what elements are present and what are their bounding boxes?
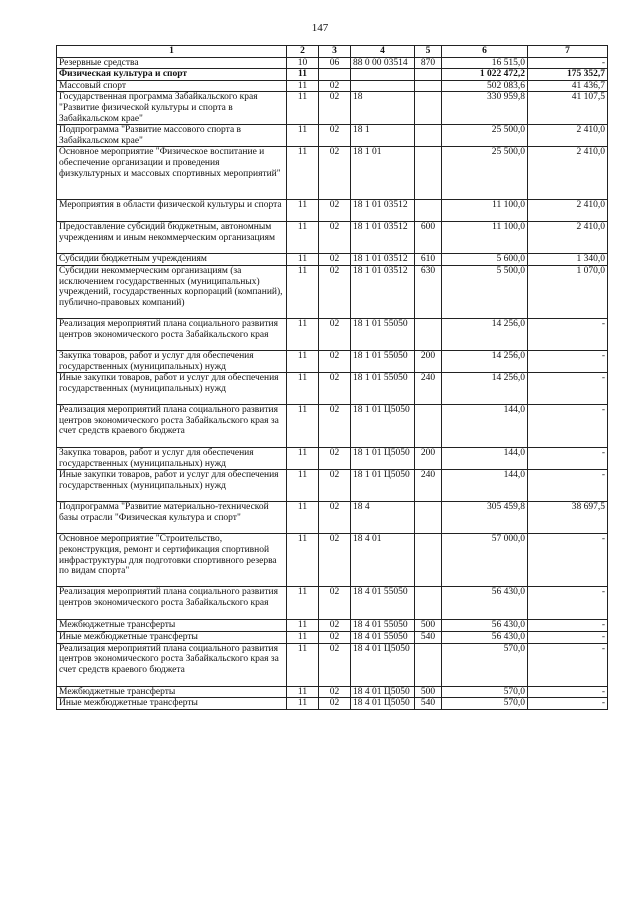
expense-type-cell: 630 — [415, 265, 442, 318]
row-name-cell: Межбюджетные трансферты — [57, 686, 287, 698]
amount-cell: - — [528, 470, 608, 502]
subsection-code-cell: 02 — [319, 92, 351, 125]
expense-type-cell: 540 — [415, 698, 442, 710]
target-article-cell: 18 1 01 Ц5050 — [351, 405, 415, 448]
amount-cell: 144,0 — [442, 448, 528, 470]
expense-type-cell: 200 — [415, 350, 442, 372]
row-name-cell: Государственная программа Забайкальского края "Развитие физической культуры и спорта в Забайкальском крае" — [57, 92, 287, 125]
header-cell: 3 — [319, 46, 351, 58]
budget-table — [56, 45, 608, 710]
amount-cell: 56 430,0 — [442, 587, 528, 620]
amount-cell: 2 410,0 — [528, 125, 608, 147]
amount-cell: - — [528, 534, 608, 587]
row-name-cell: Предоставление субсидий бюджетным, автономным учреждениям и иным некоммерческим организациям — [57, 222, 287, 254]
amount-cell: 14 256,0 — [442, 350, 528, 372]
expense-type-cell — [415, 200, 442, 222]
row-name-cell: Массовый спорт — [57, 80, 287, 92]
expense-type-cell — [415, 502, 442, 534]
amount-cell: 570,0 — [442, 686, 528, 698]
table-row — [57, 686, 608, 698]
subsection-code-cell: 02 — [319, 587, 351, 620]
amount-cell: 144,0 — [442, 470, 528, 502]
target-article-cell — [351, 80, 415, 92]
row-name-cell: Резервные средства — [57, 57, 287, 69]
expense-type-cell: 240 — [415, 470, 442, 502]
section-code-cell: 11 — [287, 200, 319, 222]
row-name-cell: Иные межбюджетные трансферты — [57, 698, 287, 710]
target-article-cell: 18 4 01 55050 — [351, 631, 415, 643]
amount-cell: 570,0 — [442, 698, 528, 710]
row-name-cell: Иные закупки товаров, работ и услуг для обеспечения государственных (муниципальных) нужд — [57, 470, 287, 502]
target-article-cell: 18 1 01 55050 — [351, 350, 415, 372]
subsection-code-cell: 02 — [319, 448, 351, 470]
subsection-code-cell: 02 — [319, 643, 351, 686]
amount-cell: 2 410,0 — [528, 147, 608, 200]
amount-cell: - — [528, 350, 608, 372]
table-row — [57, 265, 608, 318]
target-article-cell: 18 1 01 03512 — [351, 222, 415, 254]
target-article-cell: 18 4 01 — [351, 534, 415, 587]
header-cell: 4 — [351, 46, 415, 58]
amount-cell: - — [528, 620, 608, 632]
section-code-cell: 11 — [287, 318, 319, 350]
table-row — [57, 57, 608, 69]
subsection-code-cell: 02 — [319, 405, 351, 448]
header-cell: 2 — [287, 46, 319, 58]
subsection-code-cell: 06 — [319, 57, 351, 69]
target-article-cell: 18 4 01 Ц5050 — [351, 686, 415, 698]
section-code-cell: 10 — [287, 57, 319, 69]
amount-cell: 305 459,8 — [442, 502, 528, 534]
section-code-cell: 11 — [287, 587, 319, 620]
target-article-cell: 18 4 01 Ц5050 — [351, 643, 415, 686]
amount-cell: 2 410,0 — [528, 200, 608, 222]
table-row — [57, 80, 608, 92]
table-row — [57, 147, 608, 200]
table-row — [57, 373, 608, 405]
section-code-cell: 11 — [287, 405, 319, 448]
section-code-cell: 11 — [287, 502, 319, 534]
section-code-cell: 11 — [287, 698, 319, 710]
expense-type-cell: 540 — [415, 631, 442, 643]
target-article-cell: 18 1 01 Ц5050 — [351, 448, 415, 470]
header-cell: 6 — [442, 46, 528, 58]
expense-type-cell — [415, 147, 442, 200]
target-article-cell — [351, 69, 415, 81]
section-code-cell: 11 — [287, 470, 319, 502]
table-row — [57, 587, 608, 620]
section-code-cell: 11 — [287, 147, 319, 200]
table-row — [57, 620, 608, 632]
row-name-cell: Мероприятия в области физической культуры и спорта — [57, 200, 287, 222]
table-row — [57, 125, 608, 147]
amount-cell: 502 083,6 — [442, 80, 528, 92]
amount-cell: - — [528, 643, 608, 686]
target-article-cell: 18 — [351, 92, 415, 125]
target-article-cell: 18 1 01 03512 — [351, 254, 415, 266]
target-article-cell: 18 1 01 55050 — [351, 318, 415, 350]
amount-cell: - — [528, 631, 608, 643]
subsection-code-cell: 02 — [319, 534, 351, 587]
row-name-cell: Иные межбюджетные трансферты — [57, 631, 287, 643]
amount-cell: 1 022 472,2 — [442, 69, 528, 81]
amount-cell: - — [528, 373, 608, 405]
table-row — [57, 502, 608, 534]
table-row — [57, 534, 608, 587]
subsection-code-cell: 02 — [319, 254, 351, 266]
subsection-code-cell: 02 — [319, 470, 351, 502]
amount-cell: - — [528, 448, 608, 470]
table-row — [57, 631, 608, 643]
row-name-cell: Реализация мероприятий плана социального развития центров экономического роста Забайкальского края — [57, 587, 287, 620]
section-code-cell: 11 — [287, 125, 319, 147]
amount-cell: - — [528, 587, 608, 620]
expense-type-cell — [415, 587, 442, 620]
subsection-code-cell: 02 — [319, 502, 351, 534]
section-code-cell: 11 — [287, 265, 319, 318]
subsection-code-cell: 02 — [319, 373, 351, 405]
subsection-code-cell: 02 — [319, 147, 351, 200]
subsection-code-cell: 02 — [319, 620, 351, 632]
amount-cell: 56 430,0 — [442, 631, 528, 643]
amount-cell: 25 500,0 — [442, 125, 528, 147]
amount-cell: - — [528, 57, 608, 69]
subsection-code-cell: 02 — [319, 200, 351, 222]
subsection-code-cell: 02 — [319, 318, 351, 350]
target-article-cell: 18 4 — [351, 502, 415, 534]
row-name-cell: Субсидии некоммерческим организациям (за исключением государственных (муниципальных) учреждений, государственных корпораций (компаний), публично-правовых компаний) — [57, 265, 287, 318]
expense-type-cell — [415, 69, 442, 81]
row-name-cell: Реализация мероприятий плана социального развития центров экономического роста Забайкальского края — [57, 318, 287, 350]
expense-type-cell — [415, 534, 442, 587]
expense-type-cell — [415, 92, 442, 125]
row-name-cell: Реализация мероприятий плана социального развития центров экономического роста Забайкальского края за счет средств краевого бюджета — [57, 643, 287, 686]
expense-type-cell — [415, 318, 442, 350]
header-cell: 7 — [528, 46, 608, 58]
row-name-cell: Реализация мероприятий плана социального развития центров экономического роста Забайкальского края за счет средств краевого бюджета — [57, 405, 287, 448]
row-name-cell: Иные закупки товаров, работ и услуг для обеспечения государственных (муниципальных) нужд — [57, 373, 287, 405]
section-code-cell: 11 — [287, 534, 319, 587]
amount-cell: 57 000,0 — [442, 534, 528, 587]
table-row — [57, 405, 608, 448]
amount-cell: 570,0 — [442, 643, 528, 686]
amount-cell: 25 500,0 — [442, 147, 528, 200]
row-name-cell: Подпрограмма "Развитие массового спорта в Забайкальском крае" — [57, 125, 287, 147]
expense-type-cell — [415, 80, 442, 92]
table-row — [57, 318, 608, 350]
table-row — [57, 643, 608, 686]
target-article-cell: 18 1 01 03512 — [351, 200, 415, 222]
expense-type-cell — [415, 643, 442, 686]
expense-type-cell: 600 — [415, 222, 442, 254]
header-cell: 5 — [415, 46, 442, 58]
table-row — [57, 470, 608, 502]
target-article-cell: 18 4 01 55050 — [351, 620, 415, 632]
section-code-cell: 11 — [287, 631, 319, 643]
amount-cell: 175 352,7 — [528, 69, 608, 81]
subsection-code-cell: 02 — [319, 350, 351, 372]
target-article-cell: 18 4 01 Ц5050 — [351, 698, 415, 710]
target-article-cell: 18 1 — [351, 125, 415, 147]
subsection-code-cell — [319, 69, 351, 81]
subsection-code-cell: 02 — [319, 125, 351, 147]
amount-cell: 1 340,0 — [528, 254, 608, 266]
expense-type-cell — [415, 125, 442, 147]
amount-cell: 330 959,8 — [442, 92, 528, 125]
target-article-cell: 18 4 01 55050 — [351, 587, 415, 620]
amount-cell: - — [528, 698, 608, 710]
row-name-cell: Физическая культура и спорт — [57, 69, 287, 81]
amount-cell: 144,0 — [442, 405, 528, 448]
amount-cell: 41 436,7 — [528, 80, 608, 92]
section-code-cell: 11 — [287, 448, 319, 470]
target-article-cell: 18 1 01 55050 — [351, 373, 415, 405]
target-article-cell: 18 1 01 Ц5050 — [351, 470, 415, 502]
expense-type-cell: 500 — [415, 686, 442, 698]
expense-type-cell: 870 — [415, 57, 442, 69]
amount-cell: 11 100,0 — [442, 200, 528, 222]
expense-type-cell — [415, 405, 442, 448]
header-cell: 1 — [57, 46, 287, 58]
row-name-cell: Подпрограмма "Развитие материально-технической базы отрасли "Физическая культура и спорт" — [57, 502, 287, 534]
section-code-cell: 11 — [287, 686, 319, 698]
subsection-code-cell: 02 — [319, 80, 351, 92]
target-article-cell: 18 1 01 — [351, 147, 415, 200]
amount-cell: 14 256,0 — [442, 318, 528, 350]
amount-cell: - — [528, 405, 608, 448]
amount-cell: 5 600,0 — [442, 254, 528, 266]
amount-cell: 56 430,0 — [442, 620, 528, 632]
amount-cell: 1 070,0 — [528, 265, 608, 318]
amount-cell: - — [528, 318, 608, 350]
amount-cell: 2 410,0 — [528, 222, 608, 254]
section-code-cell: 11 — [287, 254, 319, 266]
expense-type-cell: 610 — [415, 254, 442, 266]
section-code-cell: 11 — [287, 80, 319, 92]
amount-cell: 41 107,5 — [528, 92, 608, 125]
subsection-code-cell: 02 — [319, 698, 351, 710]
row-name-cell: Субсидии бюджетным учреждениям — [57, 254, 287, 266]
expense-type-cell: 240 — [415, 373, 442, 405]
row-name-cell: Межбюджетные трансферты — [57, 620, 287, 632]
subsection-code-cell: 02 — [319, 631, 351, 643]
amount-cell: 38 697,5 — [528, 502, 608, 534]
table-row — [57, 698, 608, 710]
page-number: 147 — [311, 22, 329, 34]
expense-type-cell: 500 — [415, 620, 442, 632]
table-row — [57, 92, 608, 125]
subsection-code-cell: 02 — [319, 265, 351, 318]
section-code-cell: 11 — [287, 643, 319, 686]
amount-cell: 5 500,0 — [442, 265, 528, 318]
amount-cell: 14 256,0 — [442, 373, 528, 405]
amount-cell: - — [528, 686, 608, 698]
table-row — [57, 448, 608, 470]
row-name-cell: Закупка товаров, работ и услуг для обеспечения государственных (муниципальных) нужд — [57, 448, 287, 470]
row-name-cell: Основное мероприятие "Строительство, реконструкция, ремонт и сертификация спортивной инфраструктуры для подготовки спортивного резерва по видам спорта" — [57, 534, 287, 587]
row-name-cell: Закупка товаров, работ и услуг для обеспечения государственных (муниципальных) нужд — [57, 350, 287, 372]
target-article-cell: 18 1 01 03512 — [351, 265, 415, 318]
table-row — [57, 254, 608, 266]
subsection-code-cell: 02 — [319, 686, 351, 698]
table-row — [57, 200, 608, 222]
table-row — [57, 222, 608, 254]
table-row — [57, 69, 608, 81]
header-row — [57, 46, 608, 58]
section-code-cell: 11 — [287, 350, 319, 372]
section-code-cell: 11 — [287, 69, 319, 81]
amount-cell: 11 100,0 — [442, 222, 528, 254]
section-code-cell: 11 — [287, 620, 319, 632]
row-name-cell: Основное мероприятие "Физическое воспитание и обеспечение организации и проведения физкультурных и массовых спортивных мероприятий" — [57, 147, 287, 200]
section-code-cell: 11 — [287, 92, 319, 125]
section-code-cell: 11 — [287, 222, 319, 254]
amount-cell: 16 515,0 — [442, 57, 528, 69]
table-row — [57, 350, 608, 372]
section-code-cell: 11 — [287, 373, 319, 405]
subsection-code-cell: 02 — [319, 222, 351, 254]
expense-type-cell: 200 — [415, 448, 442, 470]
target-article-cell: 88 0 00 03514 — [351, 57, 415, 69]
